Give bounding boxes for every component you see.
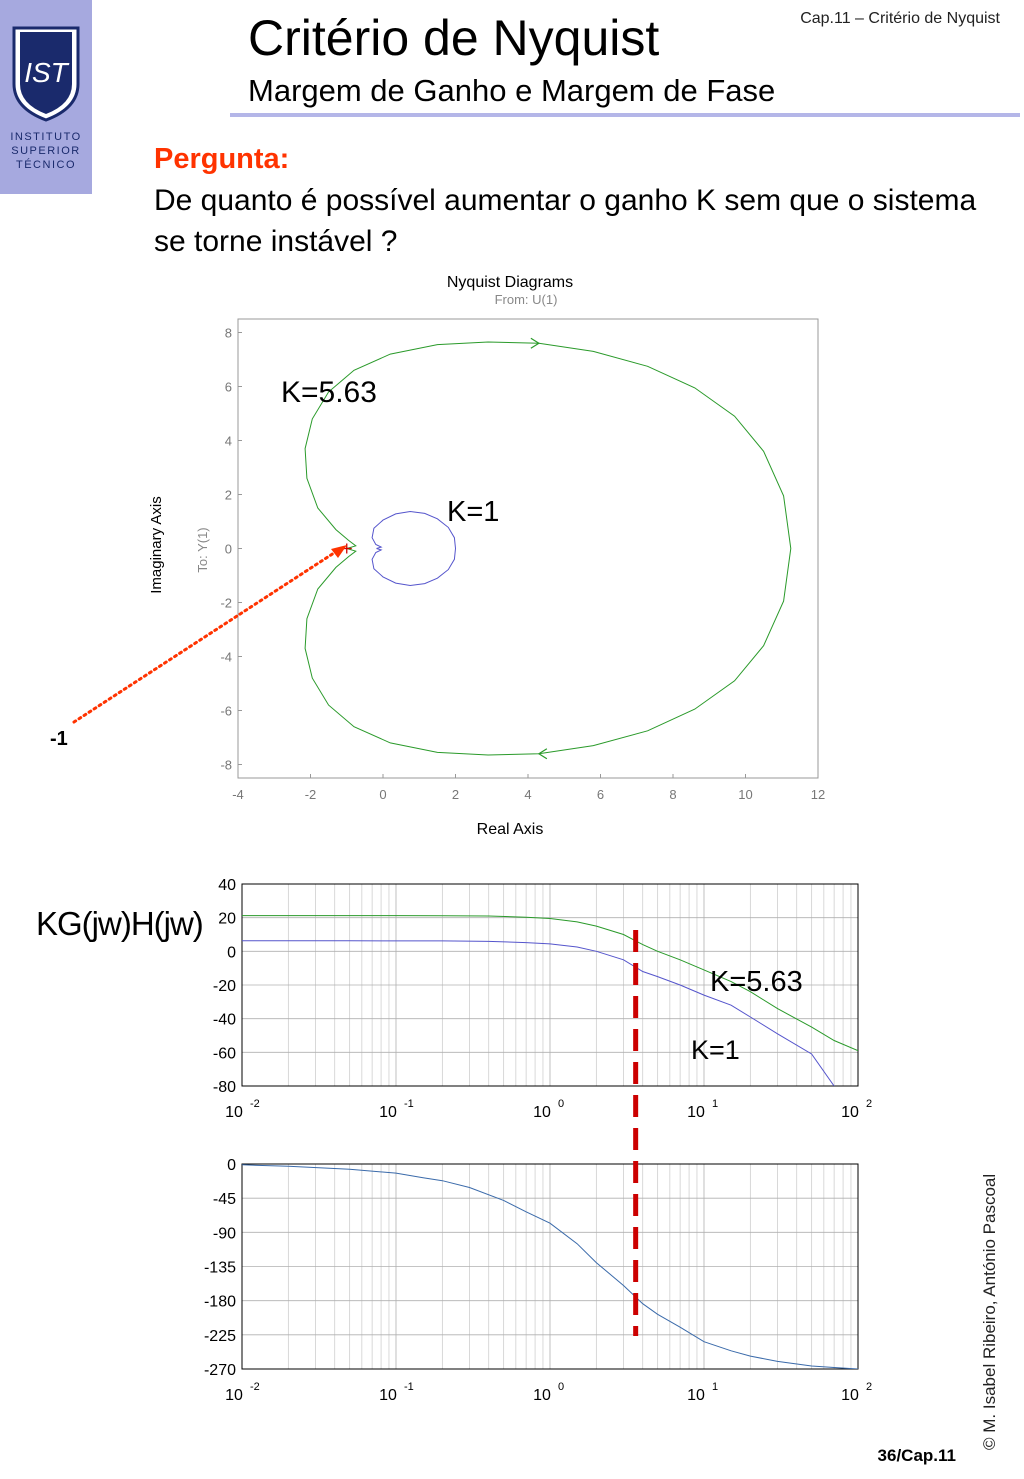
- question-label: Pergunta:: [154, 143, 290, 175]
- magnitude-ytick-label: 0: [227, 944, 236, 962]
- nyquist-ytick-label: -4: [220, 649, 232, 665]
- magnitude-xtick-exponent: 1: [712, 1098, 719, 1110]
- nyquist-chart: [50, 274, 825, 838]
- bode-k-inner-label: K=1: [691, 1035, 740, 1065]
- page-number: 36/Cap.11: [877, 1446, 956, 1465]
- logo-text-line-3: TÉCNICO: [16, 159, 76, 171]
- magnitude-xtick-label: 10: [533, 1104, 551, 1121]
- nyquist-series-line-2: [372, 512, 455, 586]
- magnitude-ytick-label: -80: [212, 1079, 236, 1096]
- bode-phase-chart: [204, 1157, 872, 1404]
- phase-xtick-exponent: 1: [712, 1381, 719, 1393]
- magnitude-xtick-label: 10: [225, 1104, 243, 1121]
- nyquist-ytick-label: -6: [220, 703, 232, 719]
- magnitude-xtick-label: 10: [687, 1104, 705, 1121]
- nyquist-ylabel: Imaginary Axis: [148, 496, 165, 594]
- nyquist-ytick-label: -8: [220, 757, 232, 773]
- page-title: Critério de Nyquist: [248, 10, 660, 66]
- phase-xtick-exponent: 2: [866, 1381, 873, 1393]
- phase-xtick-exponent: 0: [558, 1381, 565, 1393]
- phase-xtick-label: 10: [841, 1387, 859, 1404]
- phase-grid: [242, 1164, 858, 1369]
- phase-ytick-label: -135: [203, 1259, 236, 1277]
- phase-xtick-exponent: -2: [250, 1381, 260, 1393]
- nyquist-xtick-label: 8: [669, 787, 677, 802]
- bode-ylabel: KG(jw)H(jw): [36, 905, 203, 942]
- magnitude-xtick-exponent: 2: [866, 1098, 873, 1110]
- nyquist-k-outer-label: K=5.63: [281, 376, 377, 409]
- phase-ytick-label: -90: [212, 1225, 236, 1243]
- nyquist-xtick-label: -2: [304, 787, 317, 802]
- logo-monogram: IST: [24, 57, 68, 88]
- copyright: © M. Isabel Ribeiro, António Pascoal: [980, 1173, 999, 1450]
- logo-text-line-1: INSTITUTO: [10, 131, 82, 143]
- logo-text-line-2: SUPERIOR: [11, 145, 81, 157]
- nyquist-ytick-label: 8: [224, 325, 232, 341]
- phase-xtick-label: 10: [533, 1387, 551, 1404]
- magnitude-series-line-2: [242, 941, 834, 1086]
- magnitude-xtick-label: 10: [841, 1104, 859, 1121]
- phase-xtick-label: 10: [687, 1387, 705, 1404]
- magnitude-xtick-label: 10: [379, 1104, 397, 1121]
- magnitude-ytick-label: 20: [218, 910, 236, 928]
- magnitude-ytick-label: -60: [212, 1045, 236, 1063]
- nyquist-xtick-label: 12: [810, 787, 826, 802]
- minus-one-arrowhead-icon: [331, 545, 347, 558]
- nyquist-ytick-label: 4: [224, 433, 232, 449]
- phase-ytick-label: -225: [203, 1327, 236, 1345]
- nyquist-series: [305, 338, 791, 758]
- phase-ticks: [204, 1157, 872, 1404]
- nyquist-xlabel: Real Axis: [476, 821, 544, 838]
- magnitude-ytick-label: -20: [212, 978, 236, 995]
- minus-one-label: -1: [50, 728, 68, 750]
- bode-k-outer-label: K=5.63: [710, 966, 803, 998]
- question-text: De quanto é possível aumentar o ganho K sem que o sistema se torne instável ?: [154, 184, 977, 258]
- nyquist-xtick-label: 6: [596, 787, 605, 802]
- bode-magnitude-chart: [36, 877, 872, 1121]
- chapter-label: Cap.11 – Critério de Nyquist: [800, 10, 1000, 27]
- magnitude-xtick-exponent: -2: [250, 1098, 260, 1110]
- nyquist-xtick-label: 10: [738, 787, 753, 802]
- nyquist-ytick-label: 6: [224, 379, 232, 395]
- magnitude-xtick-exponent: 0: [558, 1098, 565, 1110]
- nyquist-xtick-label: 2: [451, 787, 460, 802]
- nyquist-xtick-label: 4: [524, 787, 532, 802]
- phase-ytick-label: -270: [203, 1362, 236, 1379]
- phase-ytick-label: -45: [212, 1191, 236, 1209]
- nyquist-ytick-label: 2: [224, 487, 232, 503]
- nyquist-from-label: From: U(1): [494, 292, 558, 307]
- nyquist-xtick-label: 0: [379, 787, 387, 802]
- nyquist-ytick-label: 0: [224, 541, 232, 557]
- phase-xtick-label: 10: [225, 1387, 243, 1404]
- phase-xtick-exponent: -1: [404, 1381, 414, 1393]
- phase-xtick-label: 10: [379, 1387, 397, 1404]
- magnitude-ytick-label: 40: [218, 877, 236, 894]
- nyquist-title: Nyquist Diagrams: [446, 274, 574, 291]
- nyquist-k-inner-label: K=1: [447, 496, 500, 528]
- minus-one-arrow: [74, 551, 337, 722]
- page-subtitle: Margem de Ganho e Margem de Fase: [248, 73, 776, 108]
- nyquist-xtick-label: -4: [232, 787, 244, 802]
- magnitude-xtick-exponent: -1: [404, 1098, 414, 1110]
- magnitude-ytick-label: -40: [212, 1011, 236, 1029]
- phase-ytick-label: 0: [227, 1157, 236, 1174]
- magnitude-ticks: [213, 877, 872, 1121]
- nyquist-ytick-label: -2: [220, 595, 232, 611]
- nyquist-to-label: To: Y(1): [195, 527, 210, 573]
- phase-ytick-label: -180: [203, 1293, 236, 1311]
